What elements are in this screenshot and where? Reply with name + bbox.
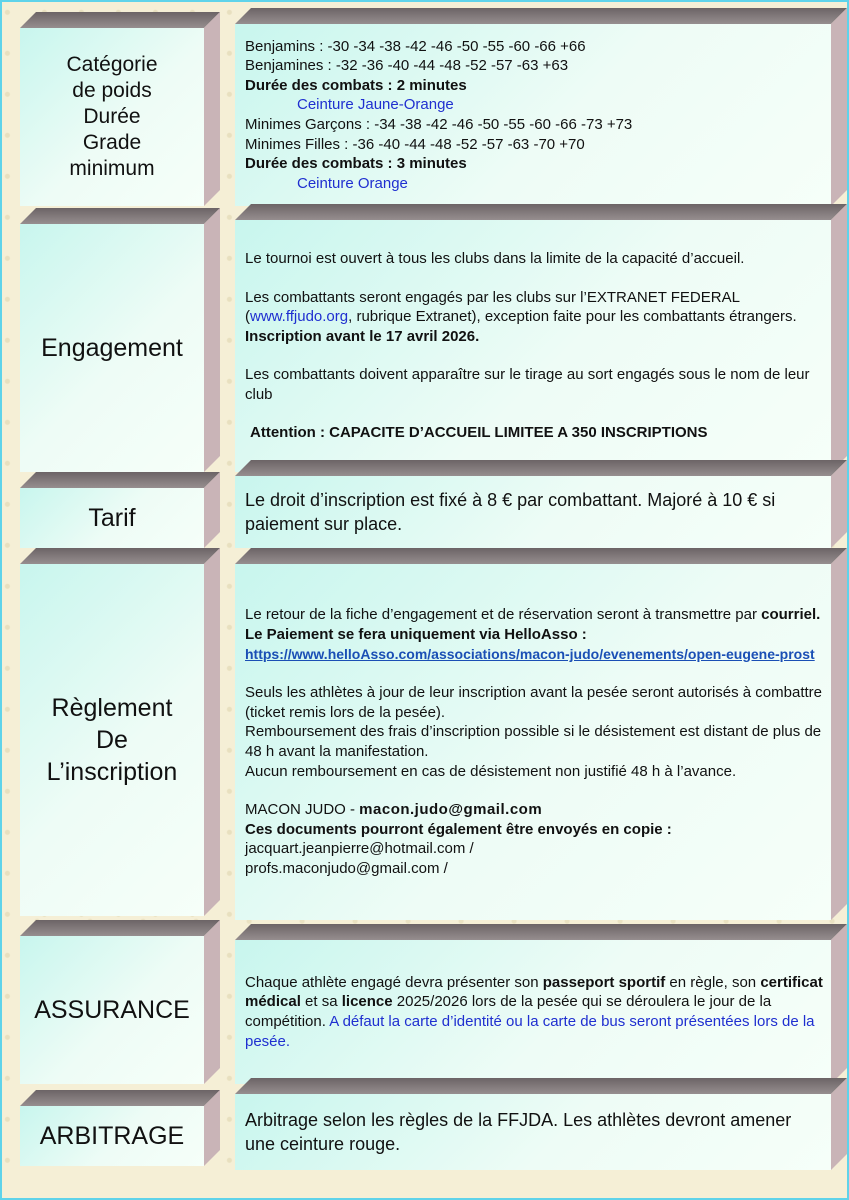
minimes-garcons-weights: Minimes Garçons : -34 -38 -42 -46 -50 -55 -60 -66 -73 +73 — [245, 116, 633, 133]
grade-benjamins: Ceinture Jaune-Orange — [297, 96, 454, 114]
assurance-content — [245, 940, 825, 1084]
categorie-label: Catégorie de poids Durée Grade minimum — [66, 53, 158, 180]
email-1[interactable]: jacquart.jeanpierre@hotmail.com / — [245, 840, 474, 858]
assurance-content-box — [235, 924, 847, 1084]
categorie-content — [245, 24, 825, 206]
assurance-label-box — [20, 920, 220, 1084]
reglement-aucun: Aucun remboursement en cas de désistement non justifié 48 h à l’avance. — [245, 762, 737, 780]
benjamines-weights: Benjamines : -32 -36 -40 -44 -48 -52 -57 -63 +63 — [245, 57, 569, 75]
assurance-label: ASSURANCE — [34, 996, 190, 1024]
reglement-label: Règlement De L’inscription — [46, 694, 178, 786]
email-2[interactable]: profs.maconjudo@gmail.com / — [245, 859, 448, 877]
engagement-content — [245, 220, 825, 472]
reglement-copie: Ces documents pourront également être envoyés en copie : — [245, 820, 672, 838]
reglement-athletes: Seuls les athlètes à jour de leur inscription avant la pesée seront autorisés à combattre (ticket remis lors de la pesée). — [245, 684, 822, 721]
arbitrage-content-box — [235, 1078, 847, 1170]
categorie-content-box — [235, 8, 847, 206]
duree-minimes: Durée des combats : 3 minutes — [245, 155, 467, 173]
minimes-filles-weights: Minimes Filles : -36 -40 -44 -48 -52 -57 -63 -70 +70 — [245, 135, 585, 153]
reglement-club: MACON JUDO - macon.judo@gmail.com — [245, 801, 543, 819]
engagement-content-box — [235, 204, 847, 472]
helloasso-link[interactable]: https://www.helloAsso.com/associations/macon-judo/evenements/open-eugene-prost — [245, 645, 815, 662]
engagement-ouvert: Le tournoi est ouvert à tous les clubs dans la limite de la capacité d’accueil. — [245, 249, 745, 267]
tarif-label: Tarif — [88, 504, 136, 532]
reglement-content — [245, 564, 825, 920]
engagement-label-box — [20, 208, 220, 472]
reglement-content-box — [235, 548, 847, 920]
arbitrage-label: ARBITRAGE — [39, 1122, 185, 1150]
arbitrage-label-box — [20, 1090, 220, 1166]
reglement-label-box — [20, 548, 220, 916]
tarif-content-box — [235, 460, 847, 548]
categorie-label-box — [20, 12, 220, 206]
reglement-remboursement: Remboursement des frais d’inscription possible si le désistement est distant de plus de 48 h avant la manifestation. — [245, 723, 822, 760]
benjamins-weights: Benjamins : -30 -34 -38 -42 -46 -50 -55 -60 -66 +66 — [245, 37, 586, 55]
duree-benjamins: Durée des combats : 2 minutes — [245, 76, 467, 94]
tarif-content — [245, 476, 825, 548]
grade-minimes: Ceinture Orange — [297, 174, 408, 192]
arbitrage-content — [245, 1094, 825, 1170]
engagement-label: Engagement — [41, 334, 183, 362]
engagement-attention: Attention : CAPACITE D’ACCUEIL LIMITEE A 350 INSCRIPTIONS — [250, 424, 708, 442]
tarif-text: Le droit d’inscription est fixé à 8 € par combattant. Majoré à 10 € si paiement sur place. — [245, 490, 776, 534]
engagement-extranet: Les combattants seront engagés par les clubs sur l’EXTRANET FEDERAL (www.ffjudo.org, rubrique Extranet), exception faite pour les combattants étrangers. Inscription avant le 17 avril 2026. — [245, 288, 797, 345]
reglement-paiement: Le Paiement se fera uniquement via HelloAsso : — [245, 626, 587, 644]
reglement-retour: Le retour de la fiche d’engagement et de réservation seront à transmettre par courriel. — [245, 606, 821, 624]
assurance-text: Chaque athlète engagé devra présenter son passeport sportif en règle, son certificat médical et sa licence 2025/2026 lors de la pesée qui se déroulera le jour de la compétition. A défaut la carte d’identité ou la carte de bus seront présentées lors de la pesée. — [245, 973, 823, 1050]
arbitrage-text: Arbitrage selon les règles de la FFJDA. Les athlètes devront amener une ceinture rouge. — [245, 1110, 792, 1154]
club-email[interactable]: macon.judo@gmail.com — [359, 801, 543, 819]
ffjudo-link[interactable]: www.ffjudo.org — [250, 308, 349, 326]
engagement-tirage: Les combattants doivent apparaître sur le tirage au sort engagés sous le nom de leur club — [245, 366, 810, 403]
tarif-label-box — [20, 472, 220, 548]
